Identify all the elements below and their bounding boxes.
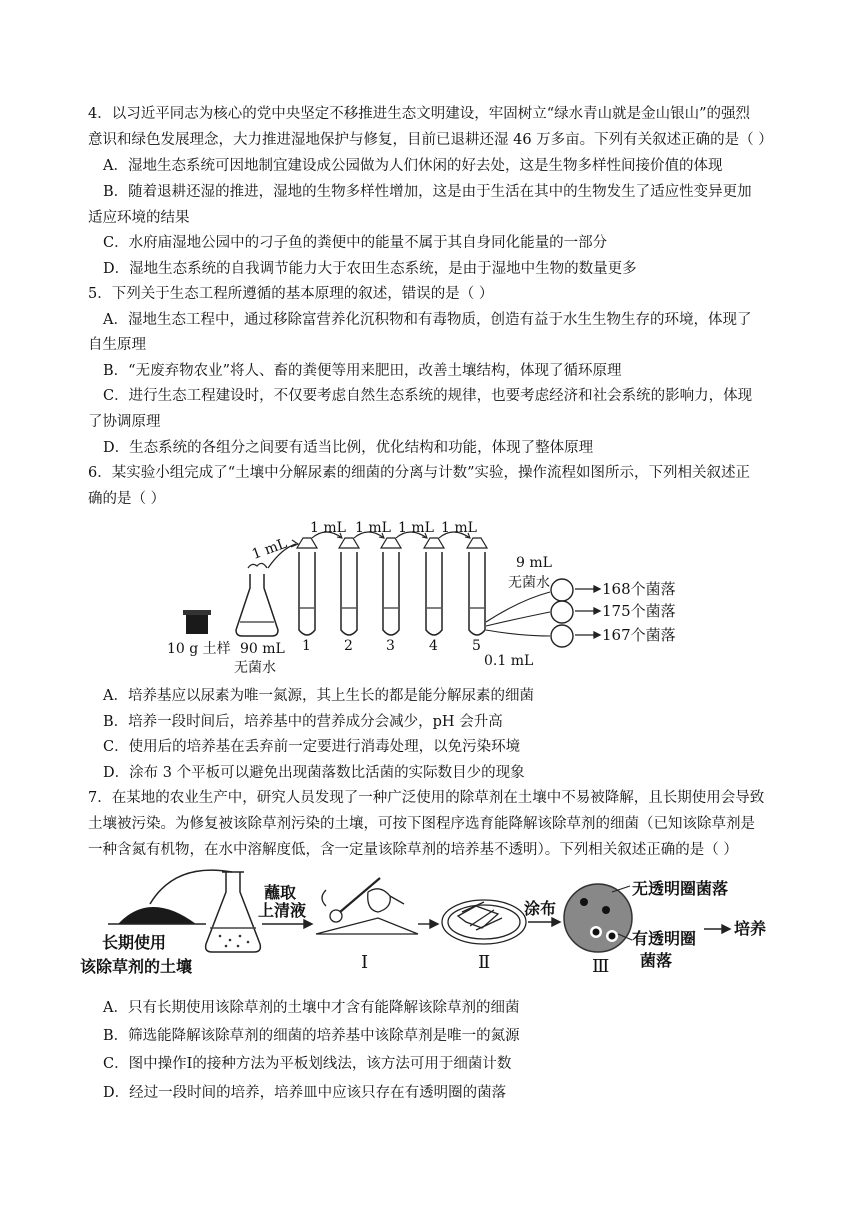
q6-option-b: B．培养一段时间后，培养基中的营养成分会减少，pH 会升高: [103, 714, 503, 730]
tube-number-5: 5: [472, 638, 481, 654]
q7-option-d: D．经过一段时间的培养，培养皿中应该只存在有透明圈的菌落: [103, 1085, 507, 1101]
q6-option-d: D．涂布 3 个平板可以避免出现菌落数比活菌的实际数目少的现象: [103, 765, 525, 781]
tube-water-volume: 9 mL: [516, 555, 552, 571]
step-label-1: Ⅰ: [361, 952, 369, 973]
q7-stem-line3: 一种含氮有机物，在水中溶解度低，含一定量该除草剂的培养基不透明）。下列相关叙述正确的是（ ）: [88, 842, 738, 858]
spread-label: 涂布: [524, 899, 557, 918]
q5-option-b: B．“无废弃物农业”将人、畜的粪便等用来肥田，改善土壤结构，体现了循环原理: [103, 363, 622, 379]
q4-option-b: B．随着退耕还湿的推进，湿地的生物多样性增加，这是由于生活在其中的生物发生了适应性变异更加: [103, 184, 752, 200]
plate-1-icon: [551, 579, 573, 601]
colony-count-1: 168个菌落: [602, 580, 676, 598]
q4-option-b-cont: 适应环境的结果: [88, 210, 190, 226]
herbicide-flask-icon: [206, 872, 261, 952]
q5-option-c-cont: 了协调原理: [88, 414, 161, 430]
soil-label-line1: 长期使用: [102, 933, 167, 952]
q5-option-a-cont: 自生原理: [88, 337, 146, 353]
tube-number-1: 1: [302, 638, 311, 654]
halo-colony-label-line1: 有透明圈: [632, 929, 697, 948]
tube-number-2: 2: [344, 638, 353, 654]
plate-3-icon: [551, 625, 573, 647]
dilution-figure: [160, 516, 700, 680]
soil-sample-icon: [183, 610, 211, 634]
q4-option-a: A．湿地生态系统可因地制宜建设成公园做为人们休闲的好去处，这是生物多样性间接价值的体现: [103, 158, 723, 174]
flask-water-label: 无菌水: [234, 660, 276, 676]
q5-stem: 5．下列关于生态工程所遵循的基本原理的叙述，错误的是（ ）: [88, 286, 494, 302]
dip-label-line1: 蘸取: [264, 883, 297, 902]
tube-3-icon: [381, 538, 401, 635]
flask-transfer-label: 1 mL: [249, 535, 290, 563]
transfer-label-5: 1 mL: [441, 520, 477, 536]
q6-stem-line2: 确的是（ ）: [88, 491, 166, 507]
q7-option-c: C．图中操作Ⅰ的接种方法为平板划线法，该方法可用于细菌计数: [103, 1056, 512, 1072]
streak-plate-icon: [442, 900, 526, 944]
soil-sample-label: 10 g 土样: [167, 641, 231, 657]
tube-4-icon: [424, 538, 444, 635]
transfer-label-2: 1 mL: [310, 520, 346, 536]
step-label-2: Ⅱ: [478, 952, 491, 973]
step-label-3: Ⅲ: [592, 956, 610, 977]
q4-stem-line2: 意识和绿色发展理念，大力推进湿地保护与修复，目前已退耕还湿 46 万多亩。下列有关叙述正确的是（ ）: [88, 132, 773, 148]
no-halo-colony-label: 无透明圈菌落: [632, 879, 729, 898]
culture-label: 培养: [734, 919, 767, 938]
selective-plate-icon: [564, 884, 632, 952]
tube-1-icon: [297, 538, 317, 635]
q6-option-a: A．培养基应以尿素为唯一氮源，其上生长的都是能分解尿素的细菌: [103, 688, 534, 704]
halo-colony-label-line2: 菌落: [640, 951, 673, 970]
plate-2-icon: [551, 601, 573, 623]
q7-option-a: A．只有长期使用该除草剂的土壤中才含有能降解该除草剂的细菌: [103, 1000, 520, 1016]
tube-number-4: 4: [429, 638, 438, 654]
soil-label-line2: 该除草剂的土壤: [80, 957, 193, 976]
dip-label-line2: 上清液: [258, 901, 307, 920]
transfer-label-4: 1 mL: [398, 520, 434, 536]
q5-option-a: A．湿地生态工程中，通过移除富营养化沉积物和有毒物质，创造有益于水生生物生存的环境，体现了: [103, 312, 752, 328]
q5-option-c: C．进行生态工程建设时，不仅要考虑自然生态系统的规律，也要考虑经济和社会系统的影响力，体现: [103, 388, 753, 404]
flask-icon: [236, 563, 278, 636]
q4-option-c: C．水府庙湿地公园中的刁子鱼的粪便中的能量不属于其自身同化能量的一部分: [103, 235, 608, 251]
soil-mound-icon: [118, 907, 196, 924]
q7-stem-line1: 7．在某地的农业生产中，研究人员发现了一种广泛使用的除草剂在土壤中不易被降解，且长期使用会导致: [88, 790, 765, 806]
q6-stem-line1: 6．某实验小组完成了“土壤中分解尿素的细菌的分离与计数”实验，操作流程如图所示，下列相关叙述正: [88, 465, 751, 481]
flask-volume-label: 90 mL: [240, 641, 285, 657]
screening-figure: [80, 862, 780, 982]
transfer-label-3: 1 mL: [355, 520, 391, 536]
q6-option-c: C．使用后的培养基在丢弃前一定要进行消毒处理，以免污染环境: [103, 739, 521, 755]
tube-2-icon: [339, 538, 359, 635]
tube-5-icon: [467, 538, 487, 635]
q4-option-d: D．湿地生态系统的自我调节能力大于农田生态系统，是由于湿地中生物的数量更多: [103, 261, 637, 277]
q4-stem-line1: 4．以习近平同志为核心的党中央坚定不移推进生态文明建设，牢固树立“绿水青山就是金山银山”的强烈: [88, 106, 751, 122]
q7-option-b: B．筛选能降解该除草剂的细菌的培养基中该除草剂是唯一的氮源: [103, 1028, 520, 1044]
inoculation-loop-icon: [316, 878, 418, 934]
plating-volume-label: 0.1 mL: [484, 653, 534, 669]
tube-water-label: 无菌水: [508, 575, 550, 591]
tube-number-3: 3: [386, 638, 395, 654]
colony-count-3: 167个菌落: [602, 626, 676, 644]
colony-count-2: 175个菌落: [602, 602, 676, 620]
q7-stem-line2: 土壤被污染。为修复被该除草剂污染的土壤，可按下图程序选育能降解该除草剂的细菌（已知该除草剂是: [88, 816, 755, 832]
q5-option-d: D．生态系统的各组分之间要有适当比例，优化结构和功能，体现了整体原理: [103, 440, 594, 456]
